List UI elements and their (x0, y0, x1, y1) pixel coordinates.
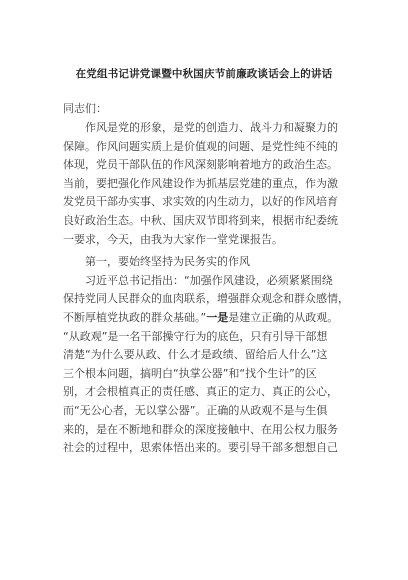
paragraph-line: 习近平总书记指出：“加强作风建设，必须紧紧围绕 (63, 273, 333, 287)
section-heading: 第一，要始终坚持为民务实的作风 (63, 255, 250, 269)
emphasis-text: 一是 (206, 310, 229, 324)
salutation: 同志们： (63, 102, 107, 115)
document-title: 在党组书记讲党课暨中秋国庆节前廉政谈话会上的讲话 (75, 68, 333, 80)
paragraph-line: 保持党同人民群众的血肉联系，增强群众观念和群众感情， (63, 292, 349, 306)
line-continuation: 是建立正确的从政观。 (228, 310, 339, 324)
paragraph-line: 社会的过程中，思索体悟出来的。要引导干部多想想自己 (63, 441, 338, 455)
quote-end-text: 不断厚植党执政的群众基础。” (63, 310, 207, 324)
paragraph-line: 作风是党的形象，是党的创造力、战斗力和凝聚力的 (63, 121, 338, 134)
paragraph-line: 来的，是在不断地和群众的深度接触中、在用公权力服务 (63, 422, 338, 436)
paragraph-line: 一要求，今天，由我为大家作一堂党课报告。 (63, 232, 283, 246)
paragraph-line: “从政观”是一名干部操守行为的底色，只有引导干部想 (63, 329, 328, 343)
paragraph-line: 当前，要把强化作风建设作为抓基层党建的重点，作为激 (63, 176, 338, 190)
document-body (63, 119, 351, 458)
paragraph-line (63, 309, 351, 328)
paragraph-line: 发党员干部办实事、求实效的内生动力，以好的作风培育 (63, 195, 338, 209)
paragraph-line: 体现，党员干部队伍的作风深刻影响着地方的政治生态。 (63, 158, 338, 172)
paragraph-line: 而“无公心者，无以掌公器”。正确的从政观不是与生俱 (63, 403, 328, 417)
paragraph-line: 良好政治生态。中秋、国庆双节即将到来，根据市纪委统 (63, 213, 338, 227)
paragraph-line: 三个根本问题，搞明白“执掌公器”和“找个生计”的区 (63, 366, 317, 380)
paragraph-line: 清楚“为什么要从政、什么才是政绩、留给后人什么”这 (63, 348, 328, 362)
paragraph-line: 别，才会根植真正的责任感、真正的定力、真正的公心， (63, 385, 338, 399)
paragraph-line: 保障。作风问题实质上是价值观的问题、是党性纯不纯的 (63, 139, 338, 153)
